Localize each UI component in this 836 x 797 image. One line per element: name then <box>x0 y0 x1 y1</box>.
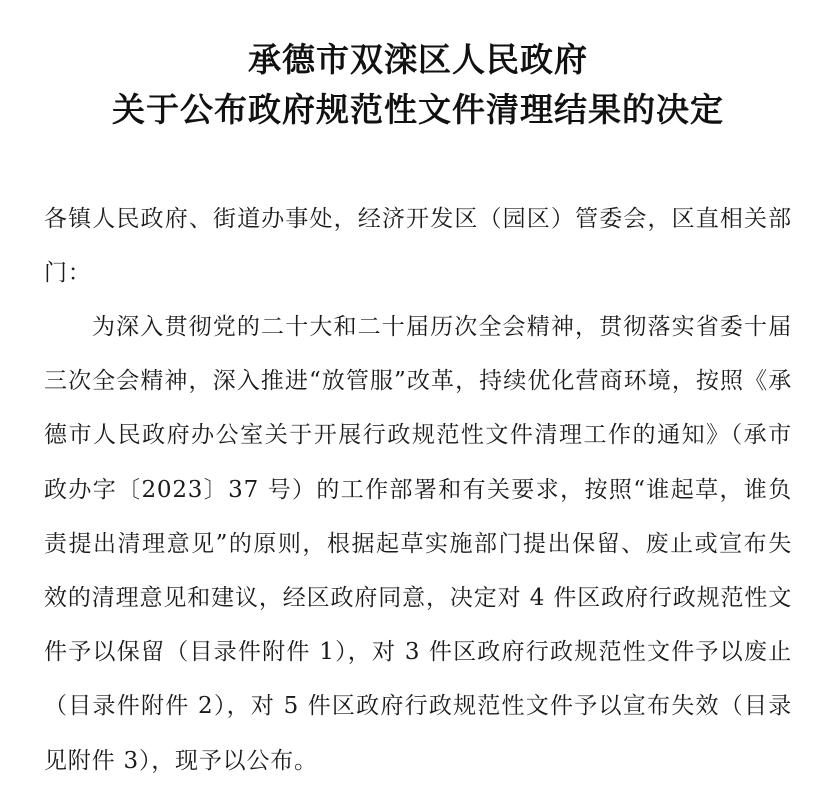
document-title-line-1: 承德市双滦区人民政府 <box>248 40 588 79</box>
body-paragraph: 为深入贯彻党的二十大和二十届历次全会精神，贯彻落实省委十届三次全会精神，深入推进“放管服”改革，持续优化营商环境，按照《承德市人民政府办公室关于开展行政规范性文件清理工作的通知》（承市政办字〔2023〕37 号）的工作部署和有关要求，按照“谁起草，谁负责提出清理意见”的原则，根据起草实施部门提出保留、废止或宣布失效的清理意见和建议，经区政府同意，决定对 4 件区政府行政规范性文件予以保留（目录件附件 1），对 3 件区政府行政规范性文件予以废止（目录件附件 2），对 5 件区政府行政规范性文件予以宣布失效（目录见附件 3），现予以公布。 <box>44 314 792 774</box>
salutation-paragraph: 各镇人民政府、街道办事处，经济开发区（园区）管委会，区直相关部门： <box>44 206 792 287</box>
document-title-line-2: 关于公布政府规范性文件清理结果的决定 <box>112 90 724 129</box>
